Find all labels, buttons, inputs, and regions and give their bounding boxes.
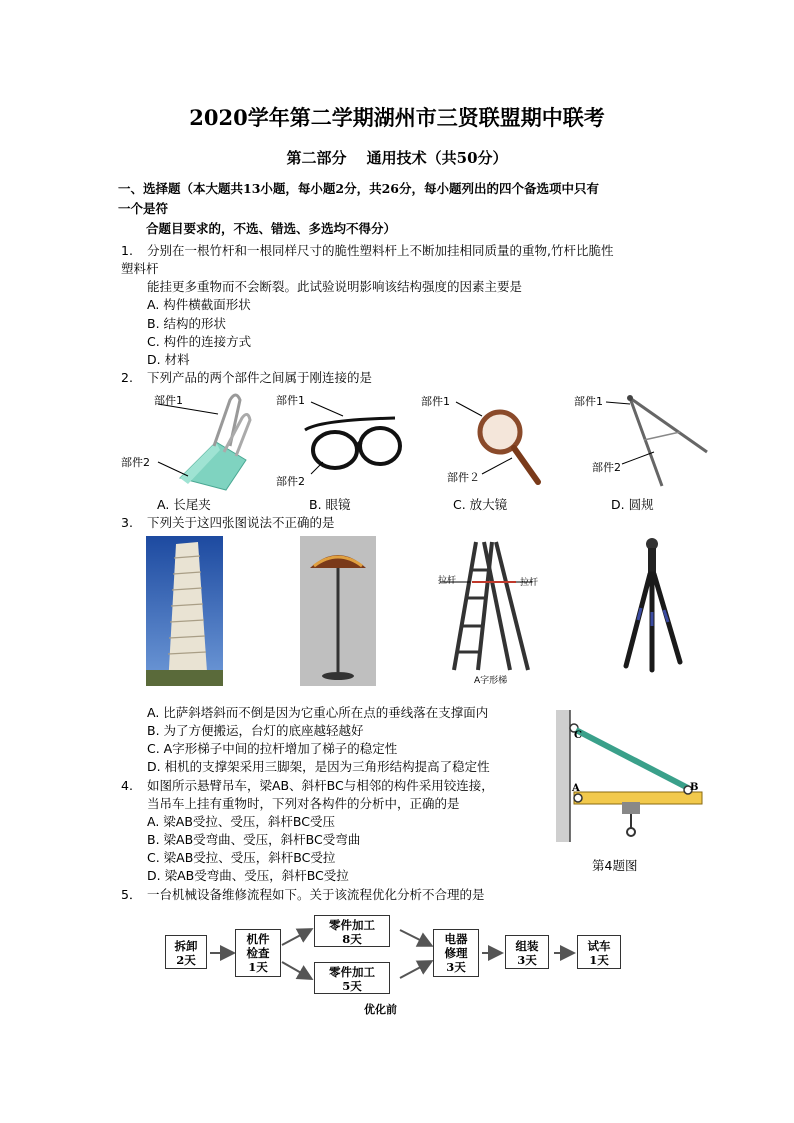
- q4-option-a: A. 梁AB受拉、受压，斜杆BC受压: [147, 814, 335, 829]
- q2-b-part1: 部件1: [276, 394, 305, 407]
- flow-node-days: 1天: [248, 960, 268, 974]
- flow-node-machining-8: [314, 915, 390, 947]
- flow-node-test-run: [577, 935, 621, 969]
- flow-node-label: 检查: [246, 946, 270, 960]
- q4-number: 4.: [121, 778, 133, 793]
- q2-caption-c: C. 放大镜: [453, 497, 508, 512]
- tripod-figure: [610, 536, 690, 676]
- flow-node-label: 组装: [515, 939, 539, 953]
- ladder-caption: A字形梯: [474, 676, 508, 686]
- q2-a-part2: 部件2: [121, 456, 150, 469]
- q4-option-d: D. 梁AB受弯曲、受压，斜杆BC受拉: [147, 868, 349, 883]
- q2-caption-b: B. 眼镜: [309, 497, 351, 512]
- q5-number: 5．: [121, 887, 142, 902]
- flow-node-label: 零件加工: [329, 965, 375, 979]
- crane-label-a: A: [572, 783, 580, 794]
- pisa-tower-photo: [146, 536, 223, 686]
- q3-stem: 下列关于这四张图说法不正确的是: [147, 515, 335, 530]
- q3-option-c: C. A字形梯子中间的拉杆增加了梯子的稳定性: [147, 741, 398, 756]
- section-heading-line2: 合题目要求的，不选、错选、多选均不得分）: [146, 221, 397, 236]
- flow-node-label: 机件: [246, 932, 270, 946]
- q1-option-a: A. 构件横截面形状: [147, 297, 251, 312]
- q1-option-d: D. 材料: [147, 352, 190, 367]
- a-ladder-figure: [436, 538, 546, 686]
- q2-stem: 下列产品的两个部件之间属于刚连接的是: [147, 370, 373, 385]
- q3-option-b: B. 为了方便搬运，台灯的底座越轻越好: [147, 723, 364, 738]
- q5-stem: 一台机械设备维修流程如下。关于该流程优化分析不合理的是: [147, 887, 485, 902]
- section-heading-line1b: 一个是符: [118, 201, 169, 216]
- flow-node-label: 零件加工: [329, 918, 375, 932]
- q2-d-part1: 部件1: [574, 395, 603, 408]
- q2-c-part2: 部件２: [447, 471, 480, 484]
- q4-option-c: C. 梁AB受拉、受压，斜杆BC受拉: [147, 850, 336, 865]
- flow-node-days: 1天: [589, 953, 609, 967]
- flow-node-electrical: [433, 929, 479, 977]
- q2-a-part1: 部件1: [154, 394, 183, 407]
- flow-caption: 优化前: [364, 1003, 397, 1016]
- binder-clip-figure: [118, 390, 268, 495]
- q2-c-part1: 部件1: [421, 395, 450, 408]
- section-heading-line1: 一、选择题（本大题共13小题，每小题2分，共26分，每小题列出的四个备选项中只有: [118, 181, 599, 196]
- flow-node-inspect: [235, 929, 281, 977]
- flow-node-machining-5: [314, 962, 390, 994]
- crane-label-c: C: [574, 730, 582, 741]
- ladder-label-left: 拉杆: [438, 576, 457, 586]
- q1-stem-line2: 能挂更多重物而不会断裂。此试验说明影响该结构强度的因素主要是: [147, 279, 523, 294]
- arrow-2-3: [282, 930, 310, 945]
- flow-node-label: 试车: [587, 939, 611, 953]
- q1-option-b: B. 结构的形状: [147, 316, 227, 331]
- flow-node-days: 2天: [176, 953, 196, 967]
- flow-node-assemble: [505, 935, 549, 969]
- arrow-3-5: [400, 930, 430, 945]
- q4-option-b: B. 梁AB受弯曲、受压，斜杆BC受弯曲: [147, 832, 361, 847]
- arrow-4-5: [400, 962, 430, 978]
- flow-arrows: [160, 912, 630, 1002]
- q3-option-a: A. 比萨斜塔斜而不倒是因为它重心所在点的垂线落在支撑面内: [147, 705, 489, 720]
- flow-node-label: 修理: [444, 946, 468, 960]
- crane-label-b: B: [690, 782, 699, 793]
- q2-d-part2: 部件2: [592, 461, 621, 474]
- page-title: 2020学年第二学期湖州市三贤联盟期中联考: [189, 105, 605, 130]
- flow-node-label: 电器: [444, 932, 468, 946]
- arrow-2-4: [282, 962, 310, 978]
- flow-node-days: 5天: [342, 979, 362, 993]
- q2-number: 2.: [121, 370, 133, 385]
- q4-stem-line1: 如图所示悬臂吊车，梁AB、斜杆BC与相邻的构件采用铰连接，: [147, 778, 494, 793]
- page-subtitle: 第二部分 通用技术（共50分）: [286, 149, 508, 167]
- q3-option-d: D. 相机的支撑架采用三脚架，是因为三角形结构提高了稳定性: [147, 759, 490, 774]
- flow-node-days: 3天: [446, 960, 466, 974]
- q1-number: 1.: [121, 243, 133, 258]
- q1-option-c: C. 构件的连接方式: [147, 334, 252, 349]
- q2-caption-d: D. 圆规: [611, 497, 654, 512]
- q4-figure-caption: 第4题图: [592, 858, 638, 873]
- q1-stem-line1-wrap: 塑料杆: [121, 261, 159, 276]
- q2-b-part2: 部件2: [276, 475, 305, 488]
- flow-node-disassemble: [165, 935, 207, 969]
- flow-node-days: 3天: [517, 953, 537, 967]
- flow-node-label: 拆卸: [174, 939, 198, 953]
- q2-caption-a: A. 长尾夹: [157, 497, 211, 512]
- flow-node-days: 8天: [342, 932, 362, 946]
- floor-lamp-photo: [300, 536, 376, 686]
- q3-number: 3.: [121, 515, 133, 530]
- q1-stem-line1: 分别在一根竹杆和一根同样尺寸的脆性塑料杆上不断加挂相同质量的重物,竹杆比脆性: [147, 243, 614, 258]
- q4-stem-line2: 当吊车上挂有重物时，下列对各构件的分析中，正确的是: [147, 796, 460, 811]
- ladder-label-right: 拉杆: [520, 578, 539, 588]
